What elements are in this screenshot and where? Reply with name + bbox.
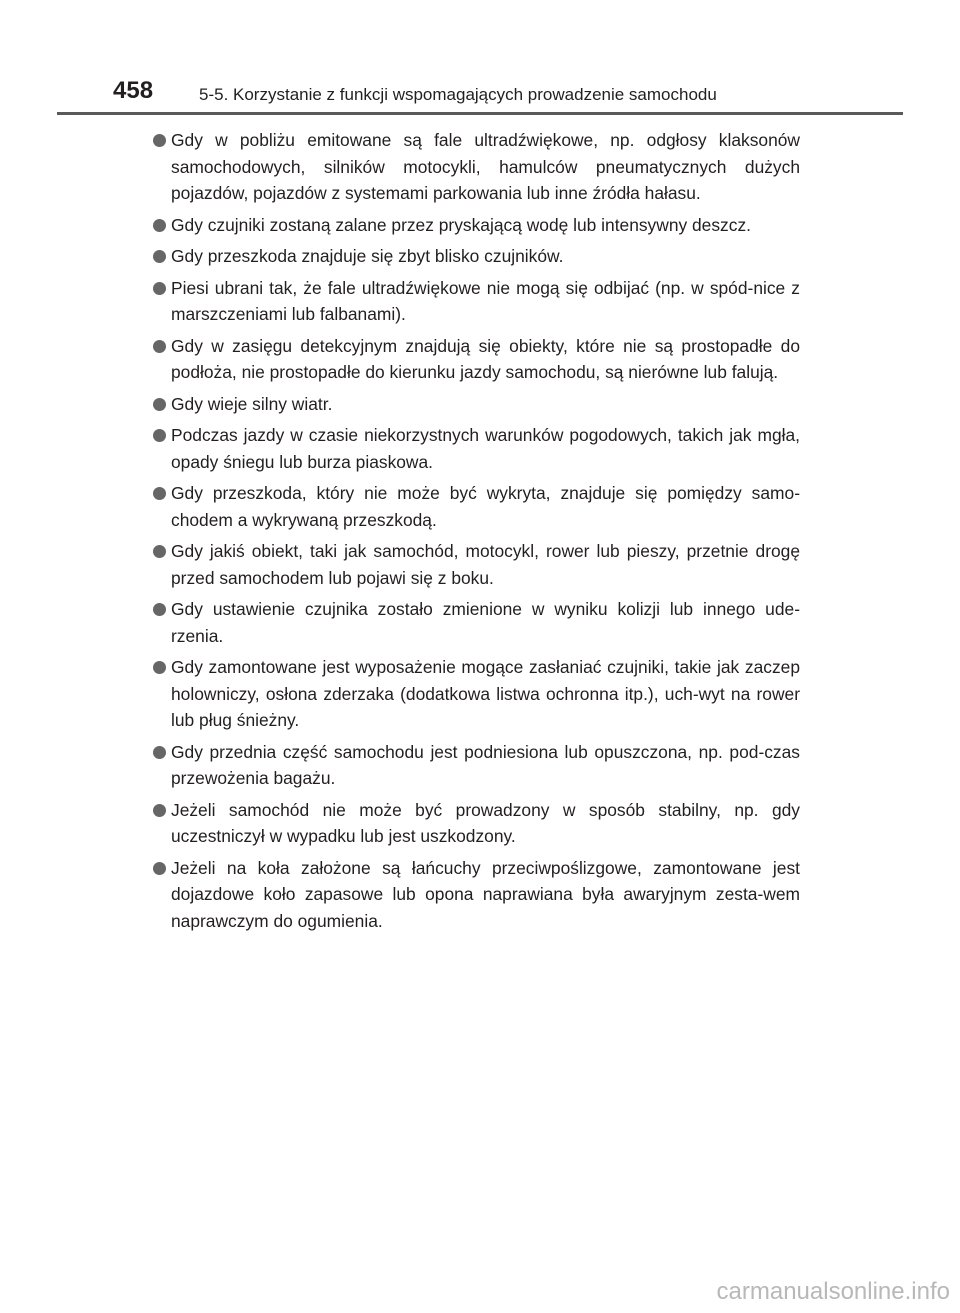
list-item xyxy=(153,127,800,207)
bullet-icon xyxy=(153,134,166,147)
list-item-text: Gdy przednia część samochodu jest podniesiona lub opuszczona, np. pod-czas przewożenia bagażu. xyxy=(171,741,800,788)
list-item xyxy=(153,333,800,386)
list-item-text: Gdy zamontowane jest wyposażenie mogące zasłaniać czujniki, takie jak zaczep holowniczy, osłona zderzaka (dodatkowa listwa ochronna itp.), uch-wyt na rower lub pług śnieżny. xyxy=(171,657,800,730)
header-rule xyxy=(57,112,903,115)
list-item-text: Gdy przeszkoda, który nie może być wykryta, znajduje się pomiędzy samo-chodem a wykrywaną przeszkodą. xyxy=(171,483,800,530)
list-item xyxy=(153,391,800,418)
bullet-icon xyxy=(153,282,166,295)
list-item-text: Gdy w pobliżu emitowane są fale ultradźwiękowe, np. odgłosy klaksonów samochodowych, silników motocykli, hamulców pneumatycznych dużych pojazdów, pojazdów z systemami parkowania lub inne źródła hałasu. xyxy=(171,130,800,203)
list-item-text: Jeżeli na koła założone są łańcuchy przeciwpoślizgowe, zamontowane jest dojazdowe koło zapasowe lub opona naprawiana była awaryjnym zesta-wem naprawczym do ogumienia. xyxy=(171,857,800,931)
list-item xyxy=(153,855,800,935)
list-item xyxy=(153,480,800,533)
list-item xyxy=(153,422,800,475)
list-item-text: Gdy ustawienie czujnika zostało zmienione w wyniku kolizji lub innego ude-rzenia. xyxy=(171,599,800,646)
page-number: 458 xyxy=(113,77,154,104)
bullet-list xyxy=(153,127,800,939)
list-item xyxy=(153,596,800,649)
list-item-text: Gdy jakiś obiekt, taki jak samochód, motocykl, rower lub pieszy, przetnie drogę przed samochodem lub pojawi się z boku. xyxy=(171,541,800,588)
bullet-icon xyxy=(153,250,166,263)
list-item xyxy=(153,797,800,850)
section-title: 5-5. Korzystanie z funkcji wspomagających prowadzenie samochodu xyxy=(199,85,717,104)
list-item xyxy=(153,212,800,239)
list-item-text: Gdy przeszkoda znajduje się zbyt blisko czujników. xyxy=(171,246,564,266)
bullet-icon xyxy=(153,429,166,442)
list-item xyxy=(153,243,800,270)
bullet-icon xyxy=(153,862,166,875)
list-item xyxy=(153,654,800,734)
bullet-icon xyxy=(153,746,166,759)
bullet-icon xyxy=(153,804,166,817)
watermark: carmanualsonline.info xyxy=(716,1278,950,1305)
list-item-text: Gdy wieje silny wiatr. xyxy=(171,393,333,414)
list-item-text: Piesi ubrani tak, że fale ultradźwiękowe nie mogą się odbijać (np. w spód-nice z marszczeniami lub falbanami). xyxy=(171,277,800,324)
page-header xyxy=(57,76,903,112)
list-item xyxy=(153,275,800,328)
list-item xyxy=(153,538,800,591)
bullet-icon xyxy=(153,661,166,674)
bullet-icon xyxy=(153,219,166,232)
bullet-icon xyxy=(153,545,166,558)
list-item-text: Gdy w zasięgu detekcyjnym znajdują się obiekty, które nie są prostopadłe do podłoża, nie prostopadłe do kierunku jazdy samochodu, są nierówne lub falują. xyxy=(171,335,800,382)
bullet-icon xyxy=(153,487,166,500)
list-item xyxy=(153,739,800,792)
list-item-text: Jeżeli samochód nie może być prowadzony w sposób stabilny, np. gdy uczestniczył w wypadku lub jest uszkodzony. xyxy=(171,799,800,846)
bullet-icon xyxy=(153,340,166,353)
bullet-icon xyxy=(153,398,166,411)
list-item-text: Gdy czujniki zostaną zalane przez pryskającą wodę lub intensywny deszcz. xyxy=(171,214,751,235)
bullet-icon xyxy=(153,603,166,616)
list-item-text: Podczas jazdy w czasie niekorzystnych warunków pogodowych, takich jak mgła, opady śniegu lub burza piaskowa. xyxy=(171,425,800,472)
